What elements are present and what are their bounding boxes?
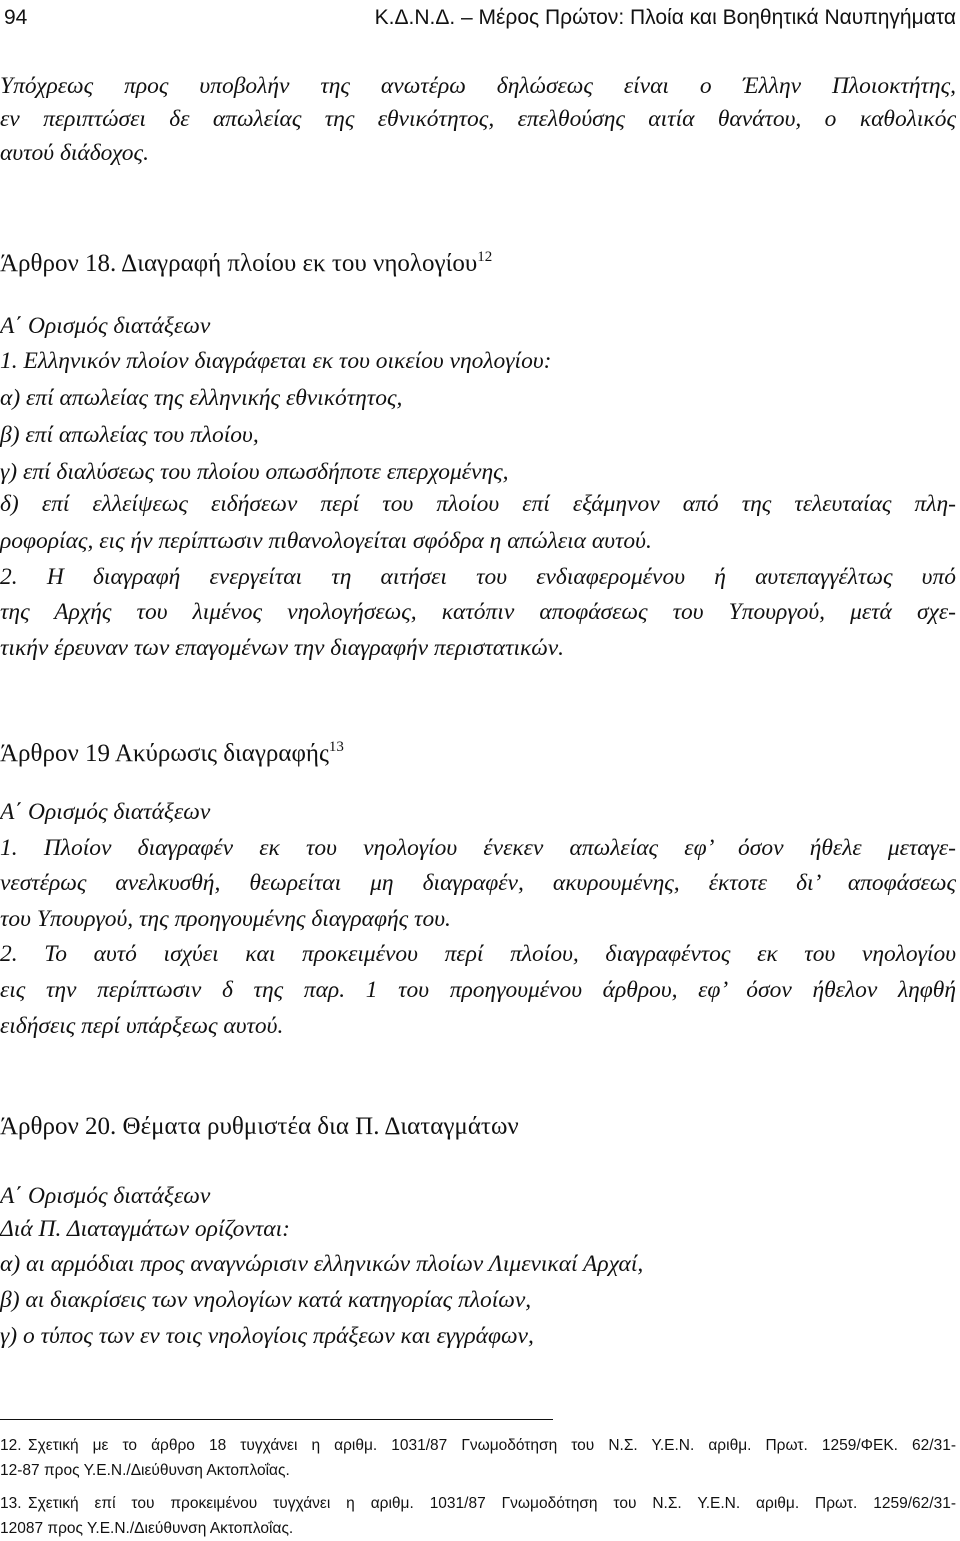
- article-line: 1. Ελληνικόν πλοίον διαγράφεται εκ του οικείου νηολογίου:: [0, 348, 552, 374]
- intro-line: εν περιπτώσει δε απωλείας της εθνικότητος, επελθούσης αιτία θανάτου, ο καθολικός: [0, 106, 956, 132]
- footnote-ref: 12: [477, 249, 493, 265]
- footnote-number: 12.: [0, 1437, 22, 1454]
- article-line: τικήν έρευναν των επαγομένων την διαγραφήν περιστατικών.: [0, 635, 565, 661]
- footnote-12-cont: 12-87 προς Υ.Ε.Ν./Διεύθυνση Ακτοπλοΐας.: [0, 1462, 290, 1479]
- footnote-line: [0, 1492, 956, 1516]
- footnote-text: Σχετική με το άρθρο 18 τυγχάνει η αριθμ. 1031/87 Γνωμοδότηση του Ν.Σ. Υ.Ε.Ν. αριθμ. Πρωτ. 1259/ΦΕΚ. 62/31-: [28, 1437, 956, 1454]
- article-title: [0, 240, 492, 281]
- footnote-number: 13.: [0, 1495, 22, 1512]
- article-line: 1. Πλοίον διαγραφέν εκ του νηολογίου ένεκεν απωλείας εφ’ όσον ήθελε μεταγε-: [0, 835, 956, 861]
- article-line: β) επί απωλείας του πλοίου,: [0, 422, 259, 448]
- article-line: α) επί απωλείας της ελληνικής εθνικότητος,: [0, 385, 403, 411]
- footnote-13-cont: 12087 προς Υ.Ε.Ν./Διεύθυνση Ακτοπλοΐας.: [0, 1520, 294, 1537]
- article-line: δ) επί ελλείψεως ειδήσεων περί του πλοίου επί εξάμηνον από της τελευταίας πλη-: [0, 491, 956, 517]
- article-line: 2. Το αυτό ισχύει και προκειμένου περί πλοίου, διαγραφέντος εκ του νηολογίου: [0, 941, 956, 967]
- article-line: γ) επί διαλύσεως του πλοίου οπωσδήποτε επερχομένης,: [0, 459, 509, 485]
- footnote-divider: [0, 1419, 553, 1420]
- article-line: του Υπουργού, της προηγουμένης διαγραφής του.: [0, 906, 451, 932]
- article-line: α) αι αρμόδιαι προς αναγνώρισιν ελληνικών πλοίων Λιμενικαί Αρχαί,: [0, 1251, 644, 1277]
- article-line: ειδήσεις περί υπάρξεως αυτού.: [0, 1013, 284, 1039]
- running-title: Κ.Δ.Ν.Δ. – Μέρος Πρώτον: Πλοία και Βοηθητικά Ναυπηγήματα: [374, 6, 956, 29]
- footnote-line: [0, 1434, 956, 1458]
- article-subheading: Α΄ Ορισμός διατάξεων: [0, 313, 211, 339]
- article-line: νεστέρως ανελκυσθή, θεωρείται μη διαγραφέν, ακυρουμένης, έκτοτε δι’ αποφάσεως: [0, 870, 956, 896]
- intro-line: Υπόχρεως προς υποβολήν της ανωτέρω δηλώσεως είναι ο Έλλην Πλοιοκτήτης,: [0, 73, 956, 99]
- footnote-text: Σχετική επί του προκειμένου τυγχάνει η αριθμ. 1031/87 Γνωμοδότηση του Ν.Σ. Υ.Ε.Ν. αριθμ. Πρωτ. 1259/62/31-: [28, 1495, 956, 1512]
- article-title: Άρθρον 20. Θέματα ρυθμιστέα δια Π. Διαταγμάτων: [0, 1113, 519, 1140]
- article-title-text: Άρθρον 18. Διαγραφή πλοίου εκ του νηολογίου: [0, 250, 478, 277]
- article-subheading: Α΄ Ορισμός διατάξεων: [0, 799, 211, 825]
- article-title-text: Άρθρον 19 Ακύρωσις διαγραφής: [0, 740, 329, 767]
- footnote-12: [0, 1434, 956, 1458]
- article-line: εις την περίπτωσιν δ της παρ. 1 του προηγουμένου άρθρου, εφ’ όσον ήθελον ληφθή: [0, 977, 956, 1003]
- article-line: της Αρχής του λιμένος νηολογήσεως, κατόπιν αποφάσεως του Υπουργού, μετά σχε-: [0, 599, 956, 625]
- page-number: 94: [4, 6, 28, 29]
- article-subheading: Α΄ Ορισμός διατάξεων: [0, 1183, 211, 1209]
- page-header: [4, 0, 956, 36]
- article-line: ροφορίας, εις ήν περίπτωσιν πιθανολογείται σφόδρα η απώλεια αυτού.: [0, 528, 652, 554]
- article-line: β) αι διακρίσεις των νηολογίων κατά κατηγορίας πλοίων,: [0, 1287, 532, 1313]
- article-line: Διά Π. Διαταγμάτων ορίζονται:: [0, 1216, 290, 1242]
- article-line: 2. Η διαγραφή ενεργείται τη αιτήσει του ενδιαφερομένου ή αυτεπαγγέλτως υπό: [0, 564, 956, 590]
- intro-line: αυτού διάδοχος.: [0, 140, 149, 166]
- footnote-ref: 13: [328, 739, 344, 755]
- article-line: γ) ο τύπος των εν τοις νηολογίοις πράξεων και εγγράφων,: [0, 1323, 534, 1349]
- footnote-13: [0, 1492, 956, 1516]
- article-title: [0, 730, 344, 771]
